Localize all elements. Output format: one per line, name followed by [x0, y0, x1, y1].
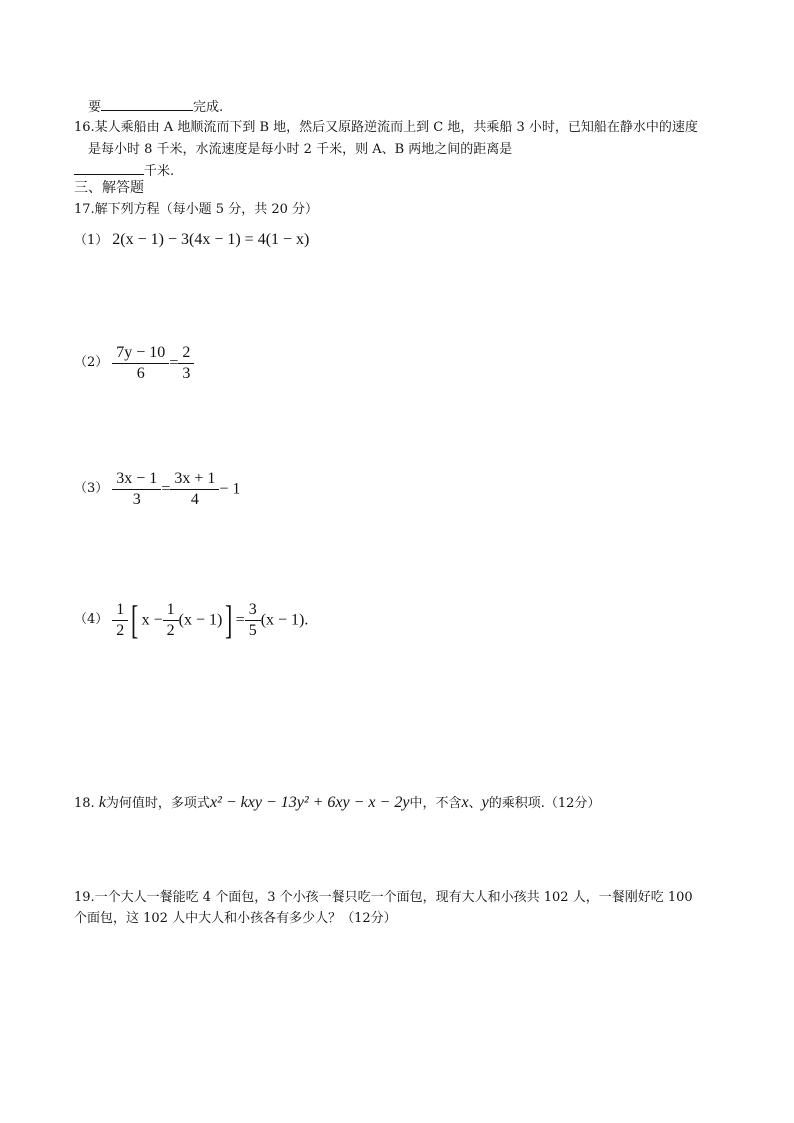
q17-p4-label: （4） [74, 612, 109, 628]
q16-line3-suffix: 千米. [144, 164, 175, 179]
q17-p4-half-num: 1 [116, 600, 125, 618]
q18 [74, 793, 600, 812]
q15-suffix: 完成. [193, 100, 224, 115]
q19-line1: 19.一个大人一餐能吃 4 个面包，3 个小孩一餐只吃一个面包，现有大人和小孩共 102 人，一餐刚好吃 100 [74, 890, 693, 905]
q17-p1-equation: 2(x − 1) − 3(4x − 1) = 4(1 − x) [112, 231, 310, 248]
q15-prefix: 要 [88, 100, 102, 115]
q17-p3-den1: 3 [112, 489, 161, 509]
q17-p2-fraction-right [180, 344, 192, 382]
q17-p2-label: （2） [74, 355, 109, 371]
q17-p3-label: （3） [74, 481, 109, 497]
q17-p4-half-den: 2 [112, 620, 128, 640]
q18-y: y [481, 794, 489, 811]
q18-sep: 、 [468, 796, 482, 811]
q17-p2-num2: 2 [182, 344, 191, 361]
q17-p2-fraction-left [114, 344, 167, 382]
q17-part1 [74, 230, 309, 249]
q15-tail [88, 98, 223, 116]
q17-p3-num2: 3x + 1 [174, 470, 216, 487]
right-bracket-icon: ] [225, 597, 233, 642]
q17-p2-den2: 3 [178, 363, 194, 383]
q17-p4-inner-num: 1 [166, 600, 175, 618]
q17-p2-den1: 6 [112, 363, 169, 383]
q17-p3-fraction-right [172, 470, 217, 508]
q16-line3 [74, 162, 174, 180]
q17-part2 [74, 344, 194, 382]
q17-p4-rhs-den: 5 [245, 620, 261, 640]
q18-polynomial: x² − kxy − 13y² + 6xy − x − 2y [209, 794, 410, 811]
q16-answer-blank[interactable] [74, 162, 144, 175]
q17-p3-tail: − 1 [219, 480, 241, 498]
q17-p3-equals: = [161, 480, 171, 498]
q17-part4 [74, 597, 309, 642]
q18-text2: 中，不含 [409, 796, 462, 811]
q17-p3-num1: 3x − 1 [116, 470, 158, 487]
q17-p3-den2: 4 [170, 489, 219, 509]
q18-prefix: 18. [74, 796, 99, 811]
q16-line1: 16.某人乘船由 A 地顺流而下到 B 地，然后又原路逆流而上到 C 地，共乘船 3 小时，已知船在静水中的速度 [74, 120, 698, 135]
q17-part3 [74, 470, 240, 508]
left-bracket-icon: [ [131, 597, 139, 642]
q17-p4-equals: = [235, 611, 245, 629]
q17-title: 17.解下列方程（每小题 5 分，共 20 分） [74, 202, 319, 217]
q17-p2-equals: = [169, 354, 179, 372]
q17-p4-rhs-fraction [247, 601, 259, 639]
q17-p4-inner-fraction [165, 601, 177, 639]
q17-p4-inner-x: x − [141, 611, 163, 629]
q15-answer-blank[interactable] [101, 98, 193, 111]
q16-line2: 是每小时 8 千米，水流速度是每小时 2 千米，则 A、B 两地之间的距离是 [88, 142, 513, 157]
q17-p4-rhs-num: 3 [248, 600, 257, 618]
q18-text3: 的乘积项.（12分） [488, 796, 601, 811]
q17-p1-label: （1） [74, 233, 109, 248]
q17-p4-rhs-tail: (x − 1). [260, 611, 309, 629]
q19-line2: 个面包，这 102 人中大人和小孩各有多少人？（12分） [74, 911, 397, 926]
q18-k: k [98, 794, 106, 811]
q17-p3-fraction-left [114, 470, 159, 508]
q17-p4-inner-tail: (x − 1) [178, 611, 223, 629]
section-title: 三、解答题 [74, 180, 144, 196]
q17-p4-half [114, 601, 126, 639]
q18-x: x [461, 794, 469, 811]
q17-p4-inner-den: 2 [163, 620, 179, 640]
q18-text1: 为何值时，多项式 [105, 796, 210, 811]
q17-p2-num1: 7y − 10 [116, 344, 166, 361]
